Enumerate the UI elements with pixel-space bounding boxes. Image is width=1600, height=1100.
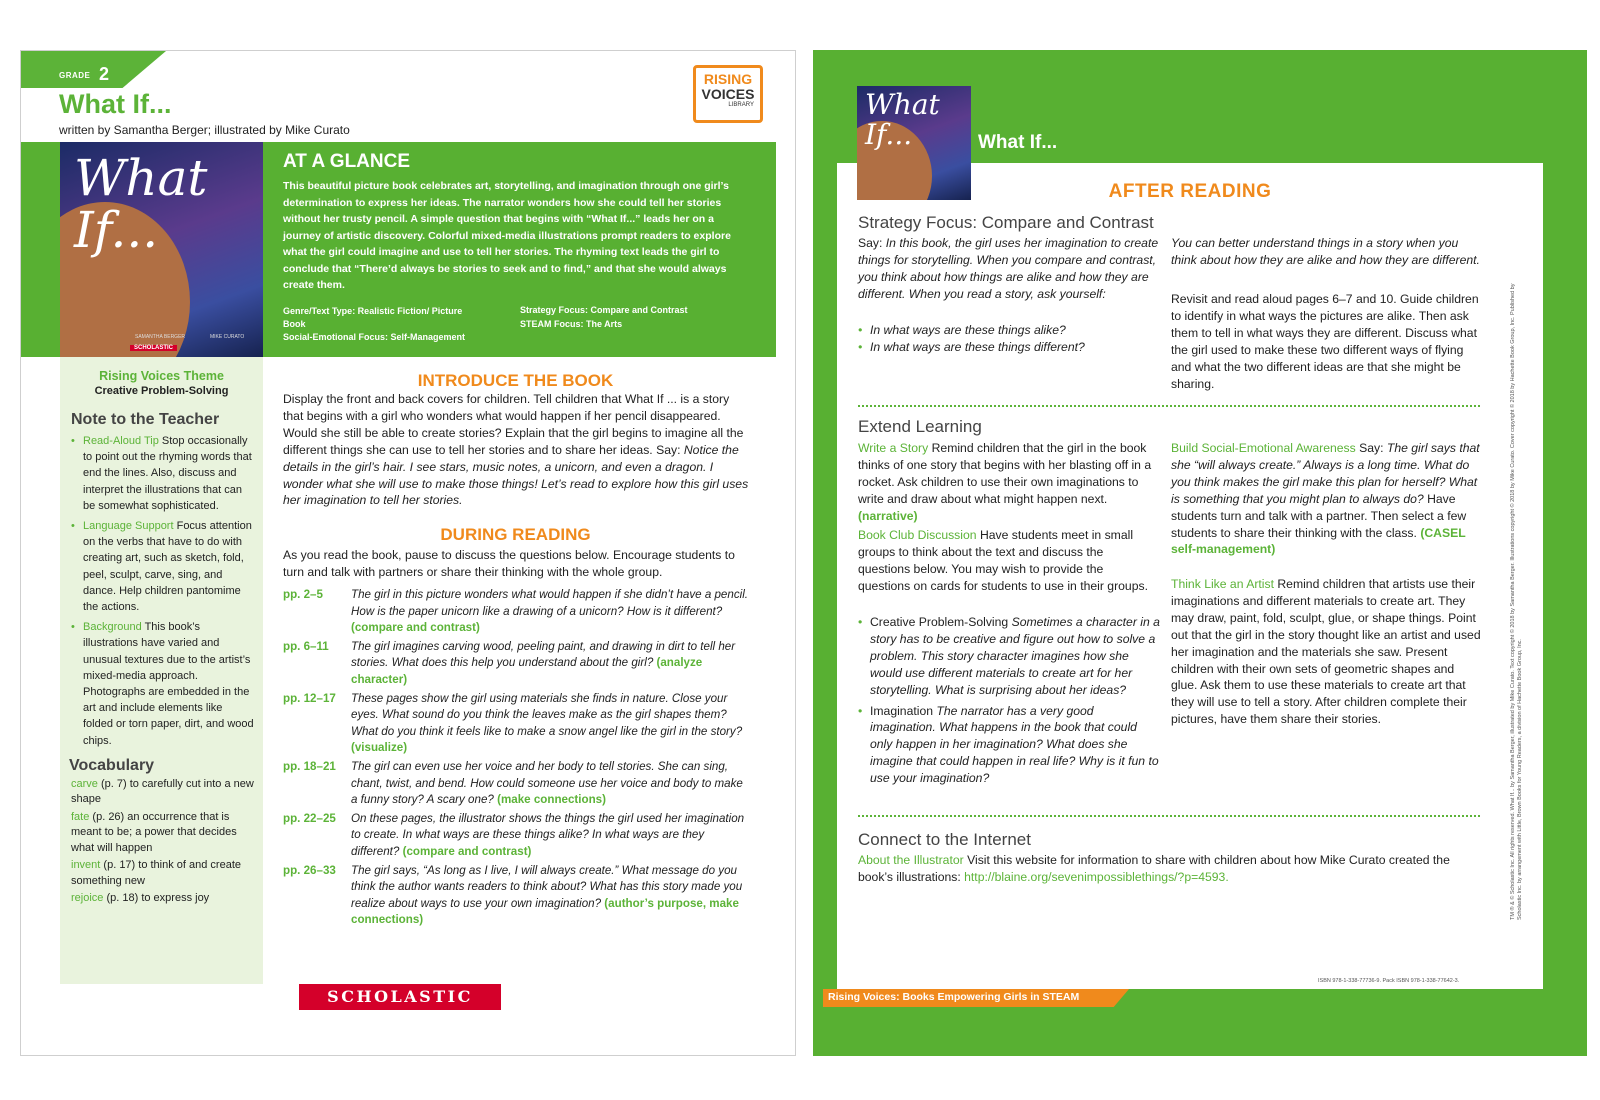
during-item: pp. 22–25 On these pages, the illustrator shows the things the girl used her imagination to create. In what ways are these things alike? In what ways are they different? (compare and contrast) [283,811,745,858]
teacher-sidebar [60,357,263,984]
during-item: pp. 6–11 The girl imagines carving wood, peeling paint, and drawing in dirt to tell her stories. What does this help you understand about the girl? (analyze character) [283,639,736,686]
cover-illustrator: MIKE CURATO [210,334,245,340]
cover-publisher: SCHOLASTIC [130,345,177,351]
divider [858,815,1480,817]
book-cover [60,142,263,357]
after-reading-heading: AFTER READING [1108,181,1272,202]
note-item: • Read-Aloud Tip Stop occasionally to point out the rhyming words that end the lines. Also, discuss and interpret the illustrations that can be somewhat sophisticated. [71,433,255,514]
think-artist: Think Like an Artist Remind children that artists use their imaginations and different materials to create art. They may draw, paint, fold, sculpt, glue, or shape things. Point out that the girl in the story thought like an artist and used her imagination and the materials she saw. Present children with their own sets of geometric shapes and glue. Ask them to use these materials to create art that they will use to tell a story. After children complete their pictures, have them share their stories. [1171,577,1481,727]
vocab-item: invent (p. 17) to think of and create something new [71,859,242,887]
during-item: pp. 18–21 The girl can even use her voice and her body to tell stories. She can sing, chant, twist, and bend. How could someone use her voice and body to make a funny story? A scary one? (make connections) [283,759,743,807]
left-page [20,50,796,1056]
glance-body: This beautiful picture book celebrates art, storytelling, and imagination through one girl’s determination to express her ideas. The narrator wonders how she could tell her stories without her trusty pencil. A simple question that begins with “What If...” leads her on a journey of artistic discovery. Colorful mixed-media illustrations prompt readers to explore what the girl could imagine and use to tell her stories. The rhyming text leads the girl to conclude that “There’d always be stories to seek and to find,” and that she would always create them. [283,180,731,291]
glance-strategy: Strategy Focus: Compare and Contrast [520,305,688,315]
strategy-heading: Strategy Focus: Compare and Contrast [858,213,1154,232]
during-item: pp. 2–5 The girl in this picture wonders what would happen if she didn’t have a pencil. How is the paper unicorn like a drawing of a unicorn? How is it different? (compare and contrast) [283,588,748,635]
strategy-bullet: • In what ways are these things alike? [858,322,1158,339]
note-item: • Background This book’s illustrations have varied and unusual textures due to the artist’s mixed-media approach. Photographs are embedded in the art and include elements like folded or torn paper, dirt, and wood chips. [71,619,255,749]
vocab-heading: Vocabulary [69,756,155,774]
grade-label: GRADE [59,71,91,80]
during-item: pp. 26–33 The girl says, “As long as I live, I will always create.” What message do you think the author wants readers to think about? What has this story made you realize about ways to use your own imagination? (author’s purpose, make connections) [283,863,743,927]
theme-value: Creative Problem-Solving [94,385,229,397]
copyright-text: TM ® & © Scholastic Inc. All rights reserved. What If... by Samantha Berger, illustrated by Mike Curato. Text copyright © 2018 by Samantha Berger. Illustrations copyright © 2018 by Mike Curato. Cover copyright © 2018 by Hachette Book Group, Inc. Published by Scholastic Inc. by arrangement with Little, Brown Books for Young Readers, a division of Hachette Book Group, Inc. [1510,283,1523,920]
glance-genre: Genre/Text Type: Realistic Fiction/ Picture Book [283,306,463,329]
cover-author: SAMANTHA BERGER [135,334,186,340]
glance-steam: STEAM Focus: The Arts [520,319,623,329]
connect-heading: Connect to the Internet [858,830,1031,849]
during-heading: DURING READING [440,525,591,544]
write-story: Write a Story Remind children that the girl in the book thinks of one story that begins with her blasting off in a rocket. Ask children to use their own imaginations to write and draw about what might happen next. (narrative) [858,441,1152,523]
footer-text: Rising Voices: Books Empowering Girls in STEAM [828,991,1080,1003]
strategy-col2-italic: You can better understand things in a story when you think about how they are alike and how they are different. [1171,236,1480,267]
club-bullets [858,614,1160,787]
club-bullet: • Imagination The narrator has a very good imagination. What happens in the book that could only happen in her imagination? What does she imagine that could happen in real life? Why is it fun to use your imagination? [858,703,1160,788]
vocab-item: fate (p. 26) an occurrence that is meant to be; a power that decides what will happen [71,810,237,854]
during-intro: As you read the book, pause to discuss the questions below. Encourage students to turn and talk with partners or share their thinking with the whole group. [283,548,735,579]
build-sel: Build Social-Emotional Awareness Say: The girl says that she “will always create.” Always is a long time. What do you think makes the girl make this plan for herself? What is something that you might plan to always do? Have students turn and talk with a partner. Then select a few students to share their thinking with the class. (CASEL self-management) [1171,441,1480,557]
vocab-item: rejoice (p. 18) to express joy [71,892,210,905]
illustrator-link[interactable]: http://blaine.org/sevenimpossiblethings/?p=4593. [964,869,1229,884]
byline: written by Samantha Berger; illustrated by Mike Curato [59,123,350,137]
note-heading: Note to the Teacher [71,411,220,428]
note-item: • Language Support Focus attention on the verbs that have to do with creating art, such as sketch, fold, peel, sculpt, carve, sing, and dance. Help children pantomime the actions. [71,518,255,615]
scholastic-logo: SCHOLASTIC [299,984,501,1010]
strategy-bullets [858,322,1158,356]
introduce-body: Display the front and back covers for children. Tell children that What If ... is a story that begins with a girl who wonders what would happen if her pencil disappeared. Would she still be able to create stories? Explain that the girl begins to imagine all the different things she can use to tell her stories and to share her ideas. Say: Notice the details in the girl’s hair. I see stars, music notes, a unicorn, and even a dragon. I wonder what she will use to make those things! Let’s read to explore how this girl uses her imagination to tell her stories. [283,392,749,508]
isbn: ISBN 978-1-338-77736-9. Pack ISBN 978-1-338-77642-3. [1318,978,1460,984]
cover-title: What If... [74,149,208,259]
rising-voices-logo: RISING VOICES LIBRARY [693,65,763,123]
small-cover-title: What If... [865,88,940,151]
divider [858,405,1480,407]
during-item: pp. 12–17 These pages show the girl using materials she finds in nature. Close your eyes. What sound do you think the leaves make as the girl shapes them? What do you think it feels like to make a snow angel like the girl in the story? (visualize) [283,691,743,755]
during-list [283,587,749,929]
strategy-say: Say: In this book, the girl uses her imagination to create things for storytelling. When you compare and contrast, you think about how things are alike and how they are different. When you read a story, ask yourself: [858,236,1159,301]
connect-body: About the Illustrator Visit this website for information to share with children about how Mike Curato created the book’s illustrations: http://blaine.org/sevenimpossiblethings/?p=4593. [858,853,1450,884]
page-title: What If... [59,89,172,119]
right-page [813,50,1587,1056]
extend-heading: Extend Learning [858,417,982,436]
strategy-col2-body: Revisit and read aloud pages 6–7 and 10. Guide children to identify in what ways the pictures are alike. Then ask them to tell in what ways they are different. Discuss what the girl used to make these two different ways of flying and what the two different ideas are that she might be sharing. [1171,292,1479,391]
right-title: What If... [978,132,1058,153]
glance-sel: Social-Emotional Focus: Self-Management [283,332,466,342]
introduce-heading: INTRODUCE THE BOOK [417,371,614,390]
vocab-item: carve (p. 7) to carefully cut into a new shape [71,777,254,806]
grade-tab [21,51,166,88]
theme-label: Rising Voices Theme [99,369,224,383]
glance-heading: AT A GLANCE [283,151,411,172]
grade-number: 2 [99,64,110,84]
strategy-bullet: • In what ways are these things different? [858,339,1158,356]
club-bullet: • Creative Problem-Solving Sometimes a character in a story has to be creative and figure out how to solve a problem. This story character imagines how she would use different materials to create art for her storytelling. What is surprising about her ideas? [858,614,1160,699]
book-club: Book Club Discussion Have students meet in small groups to think about the text and discuss the questions below. You may wish to provide the questions on cards for students to use in their groups. [858,528,1148,593]
